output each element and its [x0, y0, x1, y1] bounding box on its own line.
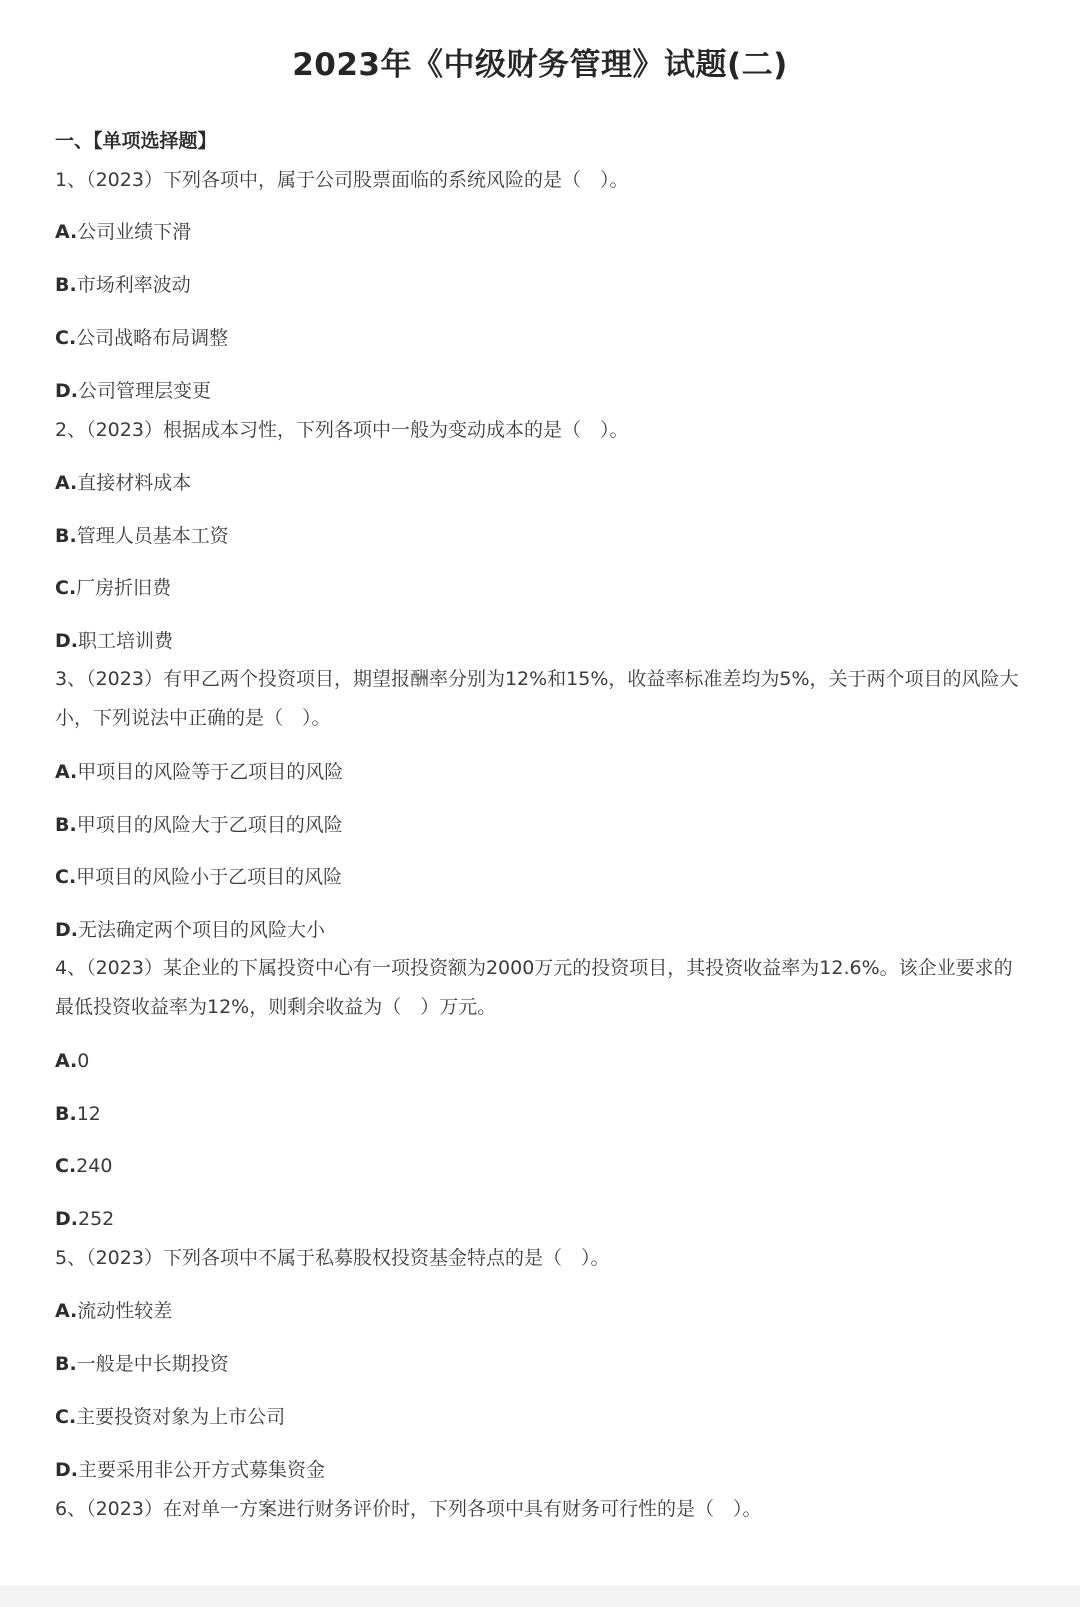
question-5-option-d: [55, 1455, 325, 1485]
question-2-option-c: [55, 573, 171, 603]
question-3-option-d: [55, 915, 325, 945]
option-text: 公司业绩下滑: [77, 221, 192, 243]
option-text: 主要采用非公开方式募集资金: [78, 1459, 326, 1481]
question-4-stem: 4、（2023）某企业的下属投资中心有一项投资额为2000万元的投资项目，其投资收益率为12.6%。该企业要求的最低投资收益率为12%，则剩余收益为（ ）万元。: [55, 957, 1013, 1018]
question-5-option-c: [55, 1402, 285, 1432]
question-1-stem: 1、（2023）下列各项中，属于公司股票面临的系统风险的是（ ）。: [55, 169, 629, 191]
option-letter: D.: [55, 1208, 78, 1230]
page-title: 2023年《中级财务管理》试题(二): [292, 47, 788, 83]
option-text: 12: [76, 1103, 101, 1125]
option-text: 市场利率波动: [76, 274, 191, 296]
question-1-option-b: [55, 270, 191, 300]
option-letter: D.: [55, 630, 78, 652]
option-letter: B.: [55, 525, 77, 547]
option-letter: D.: [55, 919, 78, 941]
option-text: 无法确定两个项目的风险大小: [78, 919, 326, 941]
option-text: 公司管理层变更: [78, 380, 212, 402]
option-letter: A.: [55, 221, 78, 243]
option-letter: C.: [55, 327, 77, 349]
option-text: 直接材料成本: [77, 472, 192, 494]
option-letter: A.: [55, 761, 78, 783]
option-letter: C.: [55, 1155, 77, 1177]
question-5-stem: 5、（2023）下列各项中不属于私募股权投资基金特点的是（ ）。: [55, 1247, 610, 1269]
option-text: 甲项目的风险大于乙项目的风险: [76, 814, 343, 836]
option-text: 一般是中长期投资: [76, 1353, 229, 1375]
option-letter: C.: [55, 866, 77, 888]
option-letter: B.: [55, 814, 77, 836]
option-text: 流动性较差: [77, 1300, 173, 1322]
option-text: 甲项目的风险等于乙项目的风险: [77, 761, 344, 783]
option-letter: C.: [55, 577, 77, 599]
option-letter: B.: [55, 274, 77, 296]
question-4-option-c: [55, 1151, 112, 1181]
question-2-option-a: [55, 468, 191, 498]
option-letter: A.: [55, 472, 78, 494]
question-3-option-b: [55, 810, 343, 840]
question-4-option-d: [55, 1204, 114, 1234]
question-3-option-a: [55, 757, 343, 787]
option-text: 252: [78, 1208, 115, 1230]
option-text: 甲项目的风险小于乙项目的风险: [76, 866, 343, 888]
question-1-option-a: [55, 217, 191, 247]
question-5-option-a: [55, 1296, 172, 1326]
question-1-option-c: [55, 323, 228, 353]
question-3-stem: 3、（2023）有甲乙两个投资项目，期望报酬率分别为12%和15%，收益率标准差均为5%，关于两个项目的风险大小，下列说法中正确的是（ ）。: [55, 668, 1019, 729]
option-letter: B.: [55, 1353, 77, 1375]
option-text: 主要投资对象为上市公司: [76, 1406, 286, 1428]
question-1-option-d: [55, 376, 211, 406]
question-2-option-b: [55, 521, 229, 551]
option-letter: B.: [55, 1103, 77, 1125]
option-text: 公司战略布局调整: [76, 327, 229, 349]
option-text: 厂房折旧费: [76, 577, 172, 599]
option-text: 0: [77, 1050, 90, 1072]
question-2-stem: 2、（2023）根据成本习性，下列各项中一般为变动成本的是（ ）。: [55, 419, 629, 441]
option-text: 240: [76, 1155, 113, 1177]
option-letter: D.: [55, 1459, 78, 1481]
question-2-option-d: [55, 626, 173, 656]
page-bottom-edge: [0, 1585, 1080, 1607]
option-letter: D.: [55, 380, 78, 402]
section-heading: 一、【单项选择题】: [55, 130, 217, 152]
question-5-option-b: [55, 1349, 229, 1379]
option-letter: A.: [55, 1050, 78, 1072]
question-4-option-b: [55, 1099, 101, 1129]
question-6-stem: 6、（2023）在对单一方案进行财务评价时，下列各项中具有财务可行性的是（ ）。: [55, 1498, 762, 1520]
question-4-option-a: [55, 1046, 89, 1076]
option-letter: A.: [55, 1300, 78, 1322]
question-3-option-c: [55, 862, 342, 892]
option-text: 管理人员基本工资: [76, 525, 229, 547]
option-letter: C.: [55, 1406, 77, 1428]
option-text: 职工培训费: [78, 630, 174, 652]
